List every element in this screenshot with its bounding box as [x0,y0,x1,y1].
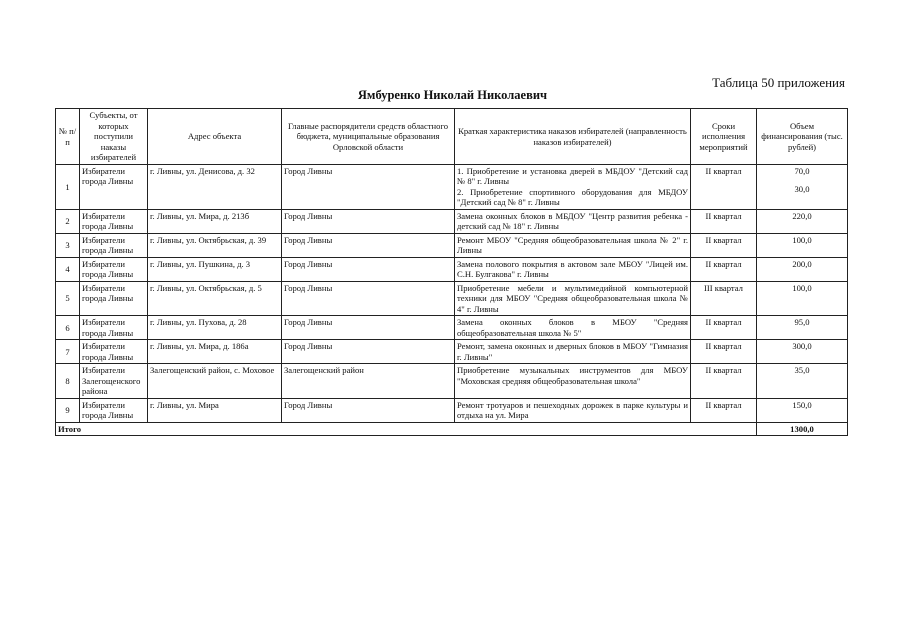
row-amount: 300,0 [757,340,848,364]
table-row [56,233,848,257]
row-subject: Избиратели города Ливны [80,233,148,257]
row-address: г. Ливны, ул. Денисова, д. 32 [148,165,282,210]
row-amount: 100,0 [757,233,848,257]
row-term: II квартал [691,364,757,398]
total-amount: 1300,0 [757,422,848,435]
row-subject: Избиратели города Ливны [80,398,148,422]
row-subject: Избиратели города Ливны [80,340,148,364]
row-amount: 95,0 [757,316,848,340]
page-title: Ямбуренко Николай Николаевич [357,88,548,102]
row-amount: 150,0 [757,398,848,422]
row-manager: Город Ливны [282,209,455,233]
row-term: II квартал [691,257,757,281]
table-row [56,316,848,340]
row-manager: Город Ливны [282,340,455,364]
row-term: II квартал [691,165,757,210]
total-row [56,422,848,435]
row-term: II квартал [691,340,757,364]
row-amount: 35,0 [757,364,848,398]
table-row [56,340,848,364]
table-row [56,257,848,281]
row-manager: Город Ливны [282,257,455,281]
header-managers: Главные распорядители средств областного бюджета, муниципальные образования Орловской области [282,109,455,165]
row-amount: 100,0 [757,281,848,315]
row-description: Замена полового покрытия в актовом зале МБОУ "Лицей им. С.Н. Булгакова" г. Ливны [455,257,691,281]
row-num: 4 [56,257,80,281]
row-description-item: 1. Приобретение и установка дверей в МБДОУ "Детский сад № 8" г. Ливны [457,166,688,187]
row-num: 3 [56,233,80,257]
row-subject: Избиратели города Ливны [80,281,148,315]
row-description: Замена оконных блоков в МБДОУ "Центр развития ребенка - детский сад № 18" г. Ливны [455,209,691,233]
row-address: г. Ливны, ул. Мира [148,398,282,422]
row-address: г. Ливны, ул. Мира, д. 186а [148,340,282,364]
row-amount: 220,0 [757,209,848,233]
total-label: Итого [56,422,757,435]
header-address: Адрес объекта [148,109,282,165]
row-num: 6 [56,316,80,340]
row-address: г. Ливны, ул. Мира, д. 213б [148,209,282,233]
table-row [56,398,848,422]
row-description-item: 2. Приобретение спортивного оборудования для МБДОУ "Детский сад № 8" г. Ливны [457,186,688,208]
header-subjects: Субъекты, от которых поступили наказы избирателей [80,109,148,165]
header-description: Краткая характеристика наказов избирателей (направленность наказов избирателей) [455,109,691,165]
row-subject: Избиратели Залегощенского района [80,364,148,398]
table-row [56,165,848,210]
row-manager: Город Ливны [282,165,455,210]
row-manager: Город Ливны [282,281,455,315]
row-description [455,165,691,210]
header-term: Сроки исполнения мероприятий [691,109,757,165]
row-description: Ремонт МБОУ "Средняя общеобразовательная школа № 2" г. Ливны [455,233,691,257]
row-manager: Город Ливны [282,233,455,257]
row-address: г. Ливны, ул. Октябрьская, д. 39 [148,233,282,257]
row-description: Ремонт, замена оконных и дверных блоков в МБОУ "Гимназия г. Ливны" [455,340,691,364]
row-amount: 200,0 [757,257,848,281]
header-num: № п/п [56,109,80,165]
table-header-row [56,109,848,165]
row-description: Замена оконных блоков в МБОУ "Средняя общеобразовательная школа № 5" [455,316,691,340]
row-manager: Залегощенский район [282,364,455,398]
row-num: 7 [56,340,80,364]
row-manager: Город Ливны [282,398,455,422]
row-subject: Избиратели города Ливны [80,316,148,340]
row-amount-item: 30,0 [794,184,810,195]
header-amount: Объем финансирования (тыс. рублей) [757,109,848,165]
table-caption: Таблица 50 приложения [712,75,845,90]
row-amount-item: 70,0 [794,166,810,176]
row-subject: Избиратели города Ливны [80,209,148,233]
row-subject: Избиратели города Ливны [80,257,148,281]
orders-table [55,108,848,436]
row-description: Ремонт тротуаров и пешеходных дорожек в парке культуры и отдыха на ул. Мира [455,398,691,422]
row-num: 8 [56,364,80,398]
row-term: II квартал [691,209,757,233]
row-num: 2 [56,209,80,233]
row-address: г. Ливны, ул. Октябрьская, д. 5 [148,281,282,315]
row-description: Приобретение музыкальных инструментов для МБОУ "Моховская средняя общеобразовательная школа" [455,364,691,398]
row-term: II квартал [691,233,757,257]
table-row [56,364,848,398]
row-address: Залегощенский район, с. Моховое [148,364,282,398]
row-num: 1 [56,165,80,210]
row-amount [757,165,848,210]
row-num: 9 [56,398,80,422]
row-num: 5 [56,281,80,315]
row-description: Приобретение мебели и мультимедийной компьютерной техники для МБОУ "Средняя общеобразовательная школа № 4" г. Ливны [455,281,691,315]
row-manager: Город Ливны [282,316,455,340]
table-row [56,209,848,233]
row-address: г. Ливны, ул. Пушкина, д. 3 [148,257,282,281]
row-address: г. Ливны, ул. Пухова, д. 28 [148,316,282,340]
row-term: II квартал [691,398,757,422]
table-row [56,281,848,315]
row-subject: Избиратели города Ливны [80,165,148,210]
row-term: III квартал [691,281,757,315]
row-term: II квартал [691,316,757,340]
